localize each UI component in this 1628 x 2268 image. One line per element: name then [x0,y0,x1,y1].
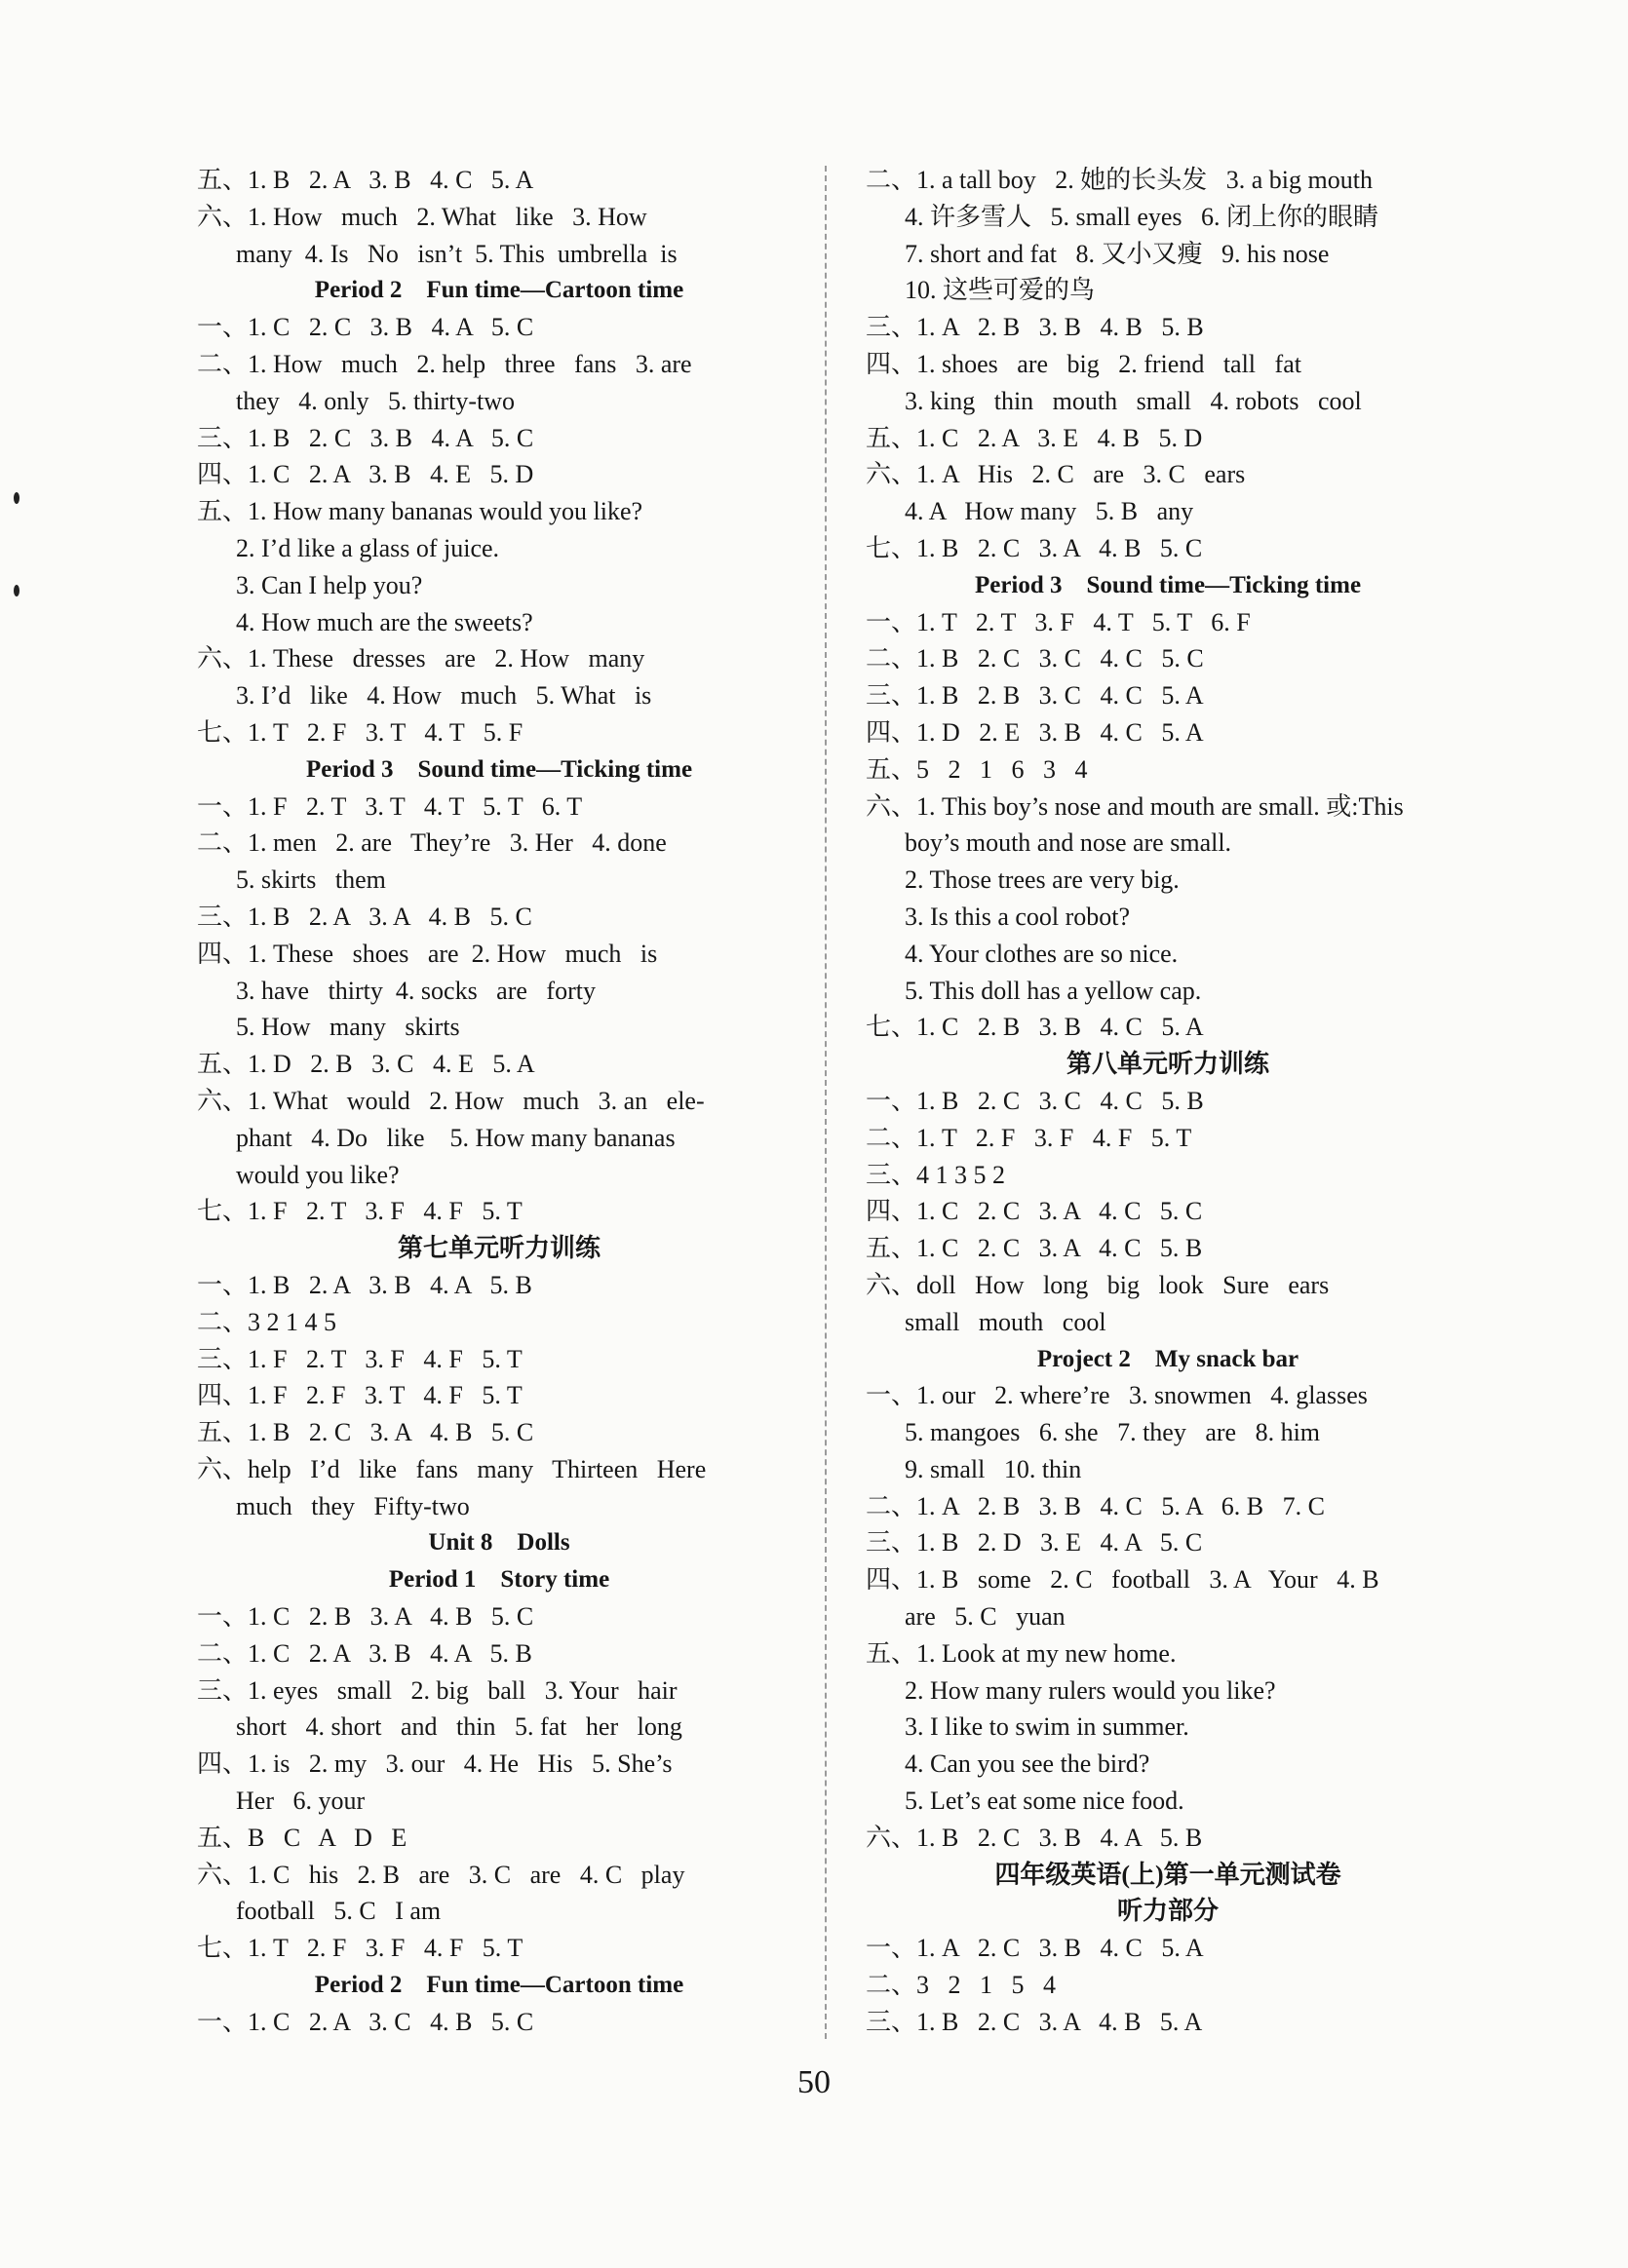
answer-line: 六、1. How much 2. What like 3. How [197,202,647,231]
answer-line-continued: 5. This doll has a yellow cap. [905,976,1202,1005]
answer-line: 三、1. B 2. D 3. E 4. A 5. C [866,1528,1203,1557]
answer-line-continued: many 4. Is No isn’t 5. This umbrella is [236,239,678,268]
answer-line: 四、1. is 2. my 3. our 4. He His 5. She’s [197,1749,673,1779]
answer-line: 五、1. Look at my new home. [866,1638,1177,1668]
answer-line: 二、3 2 1 5 4 [866,1971,1057,2000]
section-heading: 第八单元听力训练 [1066,1050,1269,1079]
answer-line: 一、1. C 2. B 3. A 4. B 5. C [197,1602,534,1632]
answer-line: 五、1. B 2. C 3. A 4. B 5. C [197,1418,534,1447]
answer-line-continued: 4. Your clothes are so nice. [905,939,1179,968]
answer-line: 一、1. T 2. T 3. F 4. T 5. T 6. F [866,607,1251,636]
answer-line: 六、1. C his 2. B are 3. C are 4. C play [197,1860,685,1889]
page-number: 50 [797,2064,831,2100]
ink-speck [14,492,19,504]
section-heading: 听力部分 [1116,1897,1219,1926]
answer-line: 三、1. F 2. T 3. F 4. F 5. T [197,1344,523,1373]
answer-line-continued: 3. Is this a cool robot? [905,902,1131,931]
answer-line: 三、4 1 3 5 2 [866,1160,1006,1189]
answer-line: 四、1. D 2. E 3. B 4. C 5. A [866,717,1204,747]
section-heading: Unit 8 Dolls [428,1529,570,1557]
answer-line-continued: 4. How much are the sweets? [236,607,533,636]
answer-line: 三、1. B 2. C 3. A 4. B 5. A [866,2007,1203,2036]
answer-line: 一、1. C 2. C 3. B 4. A 5. C [197,313,534,342]
section-heading: 四年级英语(上)第一单元测试卷 [994,1860,1341,1889]
answer-line: 五、1. How many bananas would you like? [197,497,643,526]
answer-line-continued: 2. I’d like a glass of juice. [236,533,500,562]
answer-line: 四、1. These shoes are 2. How much is [197,939,658,968]
answer-line-continued: 3. have thirty 4. socks are forty [236,976,596,1005]
answer-line-continued: 5. How many skirts [236,1013,460,1042]
answer-line: 四、1. C 2. C 3. A 4. C 5. C [866,1197,1203,1226]
answer-line: 三、1. eyes small 2. big ball 3. Your hair [197,1675,678,1705]
answer-line: 五、B C A D E [197,1823,407,1852]
answer-line-continued: Her 6. your [236,1787,366,1816]
answer-line-continued: 5. skirts them [236,865,386,895]
answer-line-continued: 3. I like to swim in summer. [905,1712,1189,1742]
answer-line: 六、1. This boy’s nose and mouth are small. 或:This [866,791,1404,821]
answer-line-continued: would you like? [236,1160,400,1189]
answer-line: 六、1. B 2. C 3. B 4. A 5. B [866,1823,1203,1852]
answer-line: 四、1. F 2. F 3. T 4. F 5. T [197,1381,523,1410]
answer-line: 五、1. D 2. B 3. C 4. E 5. A [197,1050,535,1079]
answer-line: 三、1. A 2. B 3. B 4. B 5. B [866,313,1204,342]
answer-line-continued: 2. Those trees are very big. [905,865,1180,895]
answer-line: 三、1. B 2. A 3. A 4. B 5. C [197,902,532,931]
answer-line-continued: 2. How many rulers would you like? [905,1675,1276,1705]
answer-line: 二、1. men 2. are They’re 3. Her 4. done [197,828,667,858]
section-heading: Project 2 My snack bar [1036,1345,1299,1372]
answer-line-continued: 4. A How many 5. B any [905,497,1194,526]
answer-line: 四、1. C 2. A 3. B 4. E 5. D [197,460,534,489]
answer-line-continued: 3. I’d like 4. How much 5. What is [236,681,652,711]
answer-line: 三、1. B 2. C 3. B 4. A 5. C [197,423,534,452]
column-divider [825,166,827,2039]
answer-line-continued: small mouth cool [905,1307,1106,1336]
answer-line: 三、1. B 2. B 3. C 4. C 5. A [866,681,1204,711]
answer-line: 六、help I’d like fans many Thirteen Here [197,1454,707,1483]
answer-line: 五、1. C 2. C 3. A 4. C 5. B [866,1234,1203,1263]
answer-line-continued: 10. 这些可爱的鸟 [905,276,1096,305]
right-column [866,162,1470,2041]
answer-line: 二、1. T 2. F 3. F 4. F 5. T [866,1123,1192,1152]
answer-line: 四、1. shoes are big 2. friend tall fat [866,349,1301,378]
answer-line: 一、1. B 2. A 3. B 4. A 5. B [197,1270,532,1299]
section-heading: Period 3 Sound time—Ticking time [974,571,1362,598]
answer-line: 二、1. A 2. B 3. B 4. C 5. A 6. B 7. C [866,1491,1325,1520]
section-heading: Period 3 Sound time—Ticking time [305,755,693,783]
answer-line: 一、1. B 2. C 3. C 4. C 5. B [866,1086,1204,1115]
answer-line-continued: phant 4. Do like 5. How many bananas [236,1123,676,1152]
section-heading: 第七单元听力训练 [397,1234,601,1263]
answer-line-continued: 4. Can you see the bird? [905,1749,1150,1779]
answer-line: 二、1. How much 2. help three fans 3. are [197,349,692,378]
answer-line: 七、1. T 2. F 3. T 4. T 5. F [197,717,523,747]
answer-line: 六、doll How long big look Sure ears [866,1270,1330,1299]
answer-line-continued: are 5. C yuan [905,1602,1066,1632]
answer-line: 七、1. B 2. C 3. A 4. B 5. C [866,533,1203,562]
answer-line-continued: boy’s mouth and nose are small. [905,828,1232,858]
answer-line: 一、1. C 2. A 3. C 4. B 5. C [197,2007,534,2036]
answer-line: 二、3 2 1 4 5 [197,1307,337,1336]
section-heading: Period 2 Fun time—Cartoon time [314,1972,684,1999]
answer-line: 一、1. F 2. T 3. T 4. T 5. T 6. T [197,791,583,821]
answer-line: 一、1. our 2. where’re 3. snowmen 4. glasses [866,1381,1368,1410]
answer-line-continued: 4. 许多雪人 5. small eyes 6. 闭上你的眼睛 [905,202,1379,231]
answer-line-continued: 5. Let’s eat some nice food. [905,1787,1184,1816]
answer-line: 五、5 2 1 6 3 4 [866,754,1088,784]
answer-line: 四、1. B some 2. C football 3. A Your 4. B [866,1565,1379,1595]
answer-line: 二、1. a tall boy 2. 她的长头发 3. a big mouth [866,166,1373,194]
answer-line: 七、1. F 2. T 3. F 4. F 5. T [197,1197,523,1226]
answer-line: 七、1. C 2. B 3. B 4. C 5. A [866,1013,1204,1042]
answer-line: 六、1. A His 2. C are 3. C ears [866,460,1246,489]
answer-line-continued: 3. king thin mouth small 4. robots cool [905,386,1362,415]
answer-line: 二、1. B 2. C 3. C 4. C 5. C [866,644,1204,673]
section-heading: Period 1 Story time [388,1566,610,1594]
answer-line-continued: 7. short and fat 8. 又小又瘦 9. his nose [905,239,1330,268]
answer-line: 六、1. What would 2. How much 3. an ele- [197,1086,705,1115]
answer-line-continued: 5. mangoes 6. she 7. they are 8. him [905,1418,1321,1447]
answer-line: 二、1. C 2. A 3. B 4. A 5. B [197,1638,532,1668]
answer-line: 六、1. These dresses are 2. How many [197,644,645,673]
answer-line-continued: 9. small 10. thin [905,1454,1082,1483]
answer-line: 五、1. B 2. A 3. B 4. C 5. A [197,166,534,194]
answer-line: 五、1. C 2. A 3. E 4. B 5. D [866,423,1203,452]
section-heading: Period 2 Fun time—Cartoon time [314,277,684,304]
answer-line-continued: they 4. only 5. thirty-two [236,386,515,415]
ink-speck [14,585,19,596]
left-column [197,162,801,2041]
answer-line-continued: 3. Can I help you? [236,570,423,599]
answer-line-continued: short 4. short and thin 5. fat her long [236,1712,682,1742]
answer-line: 一、1. A 2. C 3. B 4. C 5. A [866,1934,1204,1963]
answer-line-continued: much they Fifty-two [236,1491,470,1520]
answer-line: 七、1. T 2. F 3. F 4. F 5. T [197,1934,523,1963]
answer-line-continued: football 5. C I am [236,1897,442,1926]
